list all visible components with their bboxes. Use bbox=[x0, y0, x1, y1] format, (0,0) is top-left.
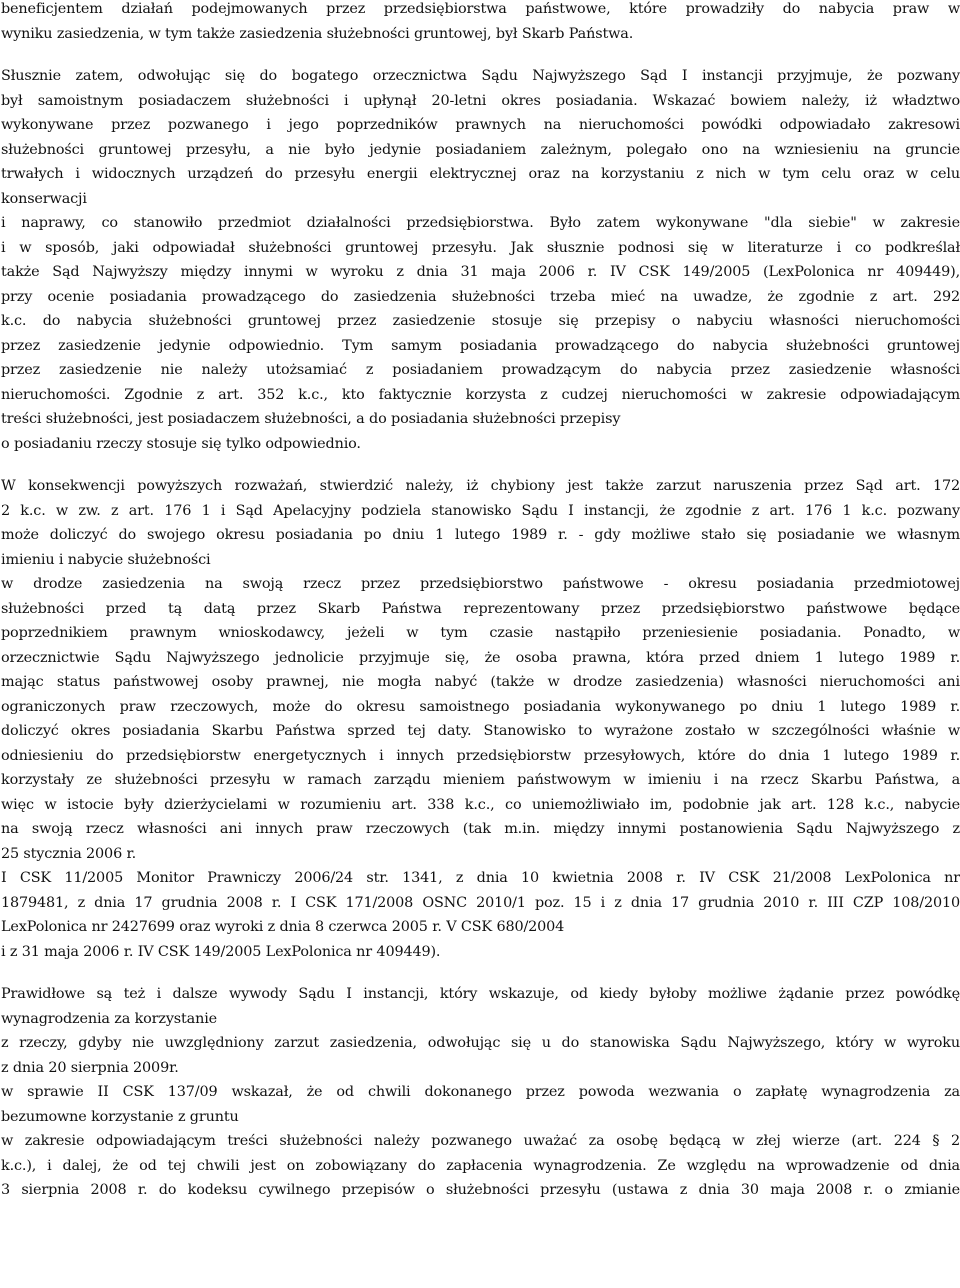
text-line: wyniku zasiedzenia, w tym także zasiedzenia służebności gruntowej, był Skarb Państwa. bbox=[1, 25, 634, 42]
text-line: W konsekwencji powyższych rozważań, stwierdzić należy, iż chybiony jest także zarzut naruszenia przez Sąd art. 172 bbox=[1, 478, 960, 494]
text-line: korzystały ze służebności przesyłu w ramach zarządu mieniem państwowym w imieniu i na rzecz Skarbu Państwa, a bbox=[1, 772, 960, 788]
text-line: poprzednikiem prawnym wnioskodawcy, jeżeli w tym czasie nastąpiło przeniesienie posiadania. Ponadto, w bbox=[1, 625, 960, 641]
text-line: Słusznie zatem, odwołując się do bogatego orzecznictwa Sądu Najwyższego Sąd I instancji przyjmuje, że pozwany bbox=[1, 68, 960, 84]
paragraph-gap bbox=[1, 456, 960, 474]
text-line: przez zasiedzenie jedynie odpowiednio. Tym samym posiadania prowadzącego do nabycia służebności gruntowej bbox=[1, 337, 960, 354]
text-line: w drodze zasiedzenia na swoją rzecz przez przedsiębiorstwo państwowe - okresu posiadania przedmiotowej bbox=[1, 576, 960, 592]
text-line: mając status państwowej osoby prawnej, nie mogła nabyć (także w drodze zasiedzenia) własności nieruchomości ani bbox=[1, 674, 960, 690]
text-line: 2 k.c. w zw. z art. 176 1 i Sąd Apelacyjny podziela stanowisko Sądu I instancji, że zgodnie z art. 176 1 k.c. pozwany bbox=[1, 502, 960, 519]
text-line: i w sposób, jaki odpowiadał służebności gruntowej przesyłu. Jak słusznie podnosi się w literaturze i co podkreślał bbox=[1, 239, 960, 256]
text-line: i z 31 maja 2006 r. IV CSK 149/2005 LexPolonica nr 409449). bbox=[1, 943, 441, 960]
text-line: o posiadaniu rzeczy stosuje się tylko odpowiednio. bbox=[1, 435, 361, 452]
text-line: 1879481, z dnia 17 grudnia 2008 r. I CSK 171/2008 OSNC 2010/1 poz. 15 i z dnia 17 grudnia 2010 r. III CZP 108/2010 bbox=[1, 894, 960, 911]
text-line: na swoją rzecz własności ani innych praw rzeczowych (tak m.in. między innymi postanowienia Sądu Najwyższego z bbox=[1, 821, 960, 837]
paragraph bbox=[1, 474, 960, 964]
text-line: doliczyć okres posiadania Skarbu Państwa sprzed tej daty. Stanowisko to wyrażone zostało w szczególności właśnie w bbox=[1, 723, 960, 739]
text-line: ograniczonych praw rzeczowych, może do okresu samoistnego posiadania wykonywanego po dniu 1 lutego 1989 r. bbox=[1, 698, 960, 715]
text-line: 3 sierpnia 2008 r. do kodeksu cywilnego przepisów o służebności przesyłu (ustawa z dnia 30 maja 2008 r. o zmianie bbox=[1, 1182, 960, 1198]
text-line: beneficjentem działań podejmowanych przez przedsiębiorstwa państwowe, które prowadziły do nabycia praw w bbox=[1, 1, 960, 17]
text-line: przy ocenie posiadania prowadzącego do zasiedzenia służebności trzeba mieć na uwadze, że zgodnie z art. 292 bbox=[1, 288, 960, 305]
text-line: więc w istocie były dzierżycielami w rozumieniu art. 338 k.c., co uniemożliwiało im, podobnie jak art. 128 k.c., nabycie bbox=[1, 796, 960, 813]
text-line: trwałych i widocznych urządzeń do przesyłu energii elektrycznej oraz na korzystaniu z nich w tym celu oraz w celu bbox=[1, 166, 960, 182]
paragraph bbox=[1, 982, 960, 1203]
text-line: imieniu i nabycie służebności bbox=[1, 551, 211, 568]
text-line: przez zasiedzenie nie należy utożsamiać z posiadaniem prowadzącym do nabycia przez zasiedzenie własności bbox=[1, 362, 960, 378]
text-line: konserwacji bbox=[1, 190, 87, 207]
text-line: treści służebności, jest posiadaczem służebności, a do posiadania służebności przepisy bbox=[1, 411, 621, 427]
text-line: wykonywane przez pozwanego i jego poprzedników prawnych na nieruchomości powódki odpowiadało zakresowi bbox=[1, 117, 960, 133]
text-line: orzecznictwie Sądu Najwyższego jednolicie przyjmuje się, że osoba prawna, która przed dniem 1 lutego 1989 r. bbox=[1, 649, 960, 666]
text-line: służebności przed tą datą przez Skarb Państwa reprezentowany przez przedsiębiorstwo państwowe będące bbox=[1, 600, 960, 617]
text-line: Prawidłowe są też i dalsze wywody Sądu I instancji, który wskazuje, od kiedy byłoby możliwe żądanie przez powódkę bbox=[1, 986, 960, 1002]
text-line: bezumowne korzystanie z gruntu bbox=[1, 1108, 239, 1125]
text-line: k.c. do nabycia służebności gruntowej przez zasiedzenie stosuje się przepisy o nabyciu własności nieruchomości bbox=[1, 313, 960, 329]
text-line: LexPolonica nr 2427699 oraz wyroki z dnia 8 czerwca 2005 r. V CSK 680/2004 bbox=[1, 919, 565, 935]
text-line: w zakresie odpowiadającym treści służebności należy pozwanego uważać za osobę będącą w złej wierze (art. 224 § 2 bbox=[1, 1133, 960, 1149]
paragraph bbox=[1, 64, 960, 456]
text-line: może doliczyć do swojego okresu posiadania po dniu 1 lutego 1989 r. - gdy możliwe stało się posiadanie we własnym bbox=[1, 527, 960, 543]
paragraph-gap bbox=[1, 46, 960, 64]
text-line: i naprawy, co stanowiło przedmiot działalności przedsiębiorstwa. Było zatem wykonywane "dla siebie" w zakresie bbox=[1, 215, 960, 231]
paragraph bbox=[1, 0, 960, 46]
text-line: w sprawie II CSK 137/09 wskazał, że od chwili dokonanego przez powoda wezwania o zapłatę wynagrodzenia za bbox=[1, 1084, 960, 1100]
text-line: 25 stycznia 2006 r. bbox=[1, 845, 137, 862]
text-line: z rzeczy, gdyby nie uwzględniony zarzut zasiedzenia, odwołując się u do stanowiska Sądu Najwyższego, który w wyroku bbox=[1, 1035, 960, 1051]
document-body bbox=[1, 0, 960, 1203]
text-line: odniesieniu do przedsiębiorstw energetycznych i innych przedsiębiorstw przesyłowych, które do dnia 1 lutego 1989 r. bbox=[1, 747, 960, 764]
text-line: także Sąd Najwyższy między innymi w wyroku z dnia 31 maja 2006 r. IV CSK 149/2005 (LexPolonica nr 409449), bbox=[1, 264, 960, 280]
text-line: I CSK 11/2005 Monitor Prawniczy 2006/24 str. 1341, z dnia 10 kwietnia 2008 r. IV CSK 21/2008 LexPolonica nr bbox=[1, 870, 960, 886]
text-line: k.c.), i dalej, że od tej chwili jest on zobowiązany do zapłacenia wynagrodzenia. Ze względu na wprowadzenie od dnia bbox=[1, 1157, 960, 1174]
text-line: z dnia 20 sierpnia 2009r. bbox=[1, 1059, 179, 1076]
text-line: służebności gruntowej przesyłu, a nie było jedynie posiadaniem zależnym, polegało ono na wzniesieniu na gruncie bbox=[1, 141, 960, 158]
text-line: nieruchomości. Zgodnie z art. 352 k.c., kto faktycznie korzysta z cudzej nieruchomości w zakresie odpowiadającym bbox=[1, 386, 960, 403]
text-line: był samoistnym posiadaczem służebności i upłynął 20-letni okres posiadania. Wskazać bowiem należy, iż władztwo bbox=[1, 92, 960, 109]
paragraph-gap bbox=[1, 964, 960, 982]
text-line: wynagrodzenia za korzystanie bbox=[1, 1010, 218, 1027]
